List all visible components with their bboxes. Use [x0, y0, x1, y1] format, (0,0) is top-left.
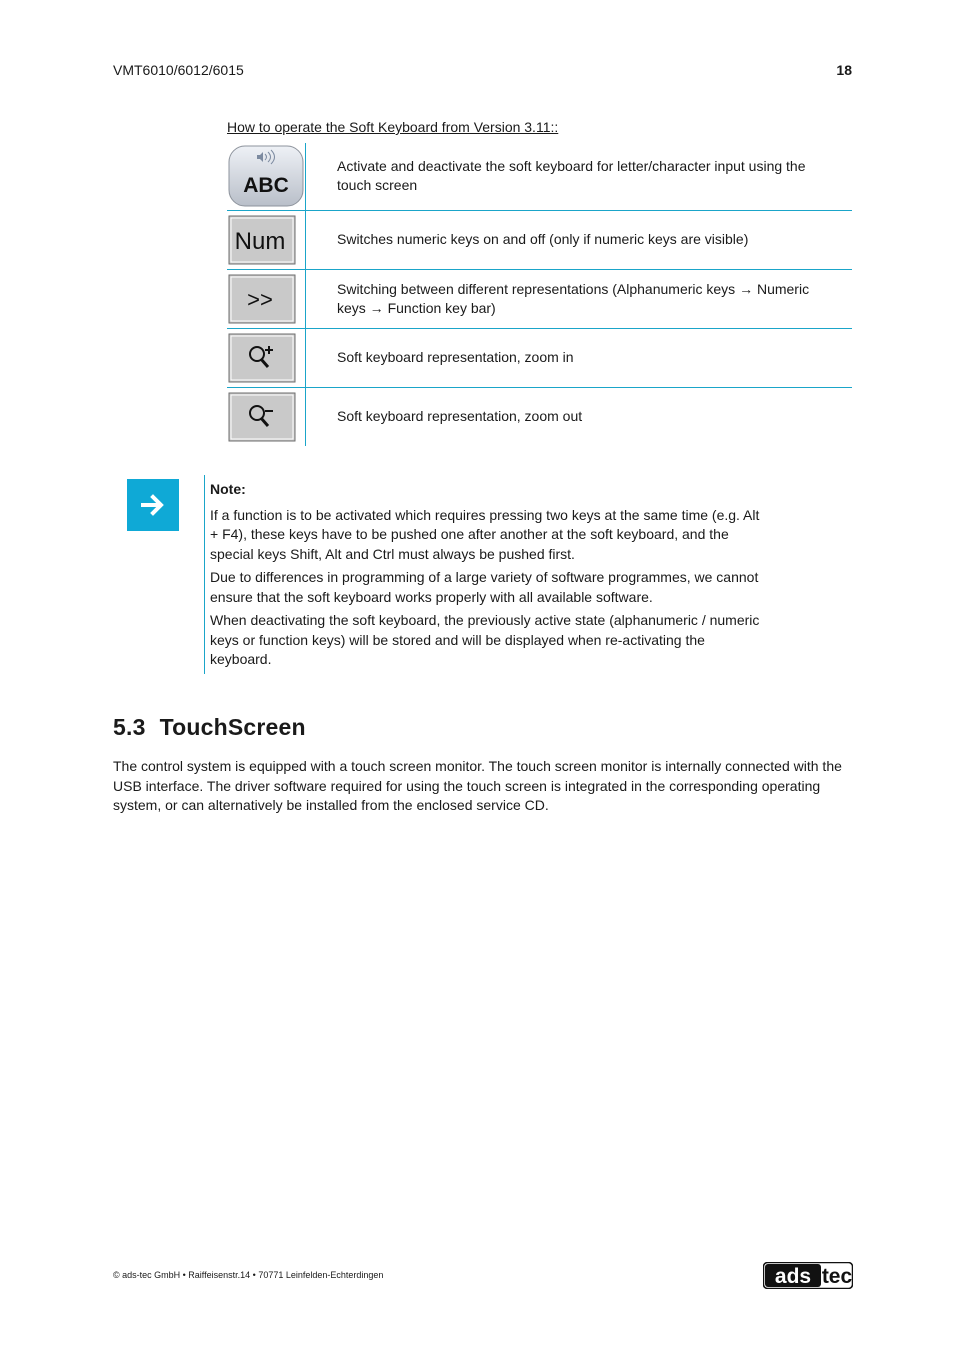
svg-text:ABC: ABC [243, 174, 289, 198]
page-number: 18 [836, 62, 852, 78]
table-row [227, 387, 852, 446]
icon-cell [227, 269, 306, 328]
note-title: Note: [210, 481, 246, 497]
arrow-right-icon [140, 493, 166, 517]
section-number: 5.3 [113, 714, 146, 740]
svg-text:tec: tec [821, 1265, 853, 1288]
table-row [227, 210, 852, 269]
soft-keyboard-table [227, 143, 852, 446]
table-row [227, 269, 852, 328]
ads-tec-logo [763, 1262, 853, 1294]
note-paragraph: When deactivating the soft keyboard, the previously active state (alphanumeric / numeric keys or function keys) will be stored and will be displayed when re-activating the keyboard. [210, 612, 760, 667]
table-row [227, 328, 852, 387]
note-divider [204, 475, 205, 674]
note-paragraph: If a function is to be activated which requires pressing two keys at the same time (e.g. Alt + F4), these keys have to be pushed one after another at the soft keyboard, and the special keys Shift, Alt and Ctrl must always be pushed first. [210, 506, 760, 562]
zoom-out-key-description: Soft keyboard representation, zoom out [337, 408, 583, 425]
section-heading [113, 714, 306, 741]
abc-key-icon [228, 145, 304, 207]
switch-representation-key-icon [228, 274, 296, 324]
section-body: The control system is equipped with a touch screen monitor. The touch screen monitor is internally connected with the USB interface. The driver software required for using the touch screen is integrated in the corresponding operating system, or can alternatively be installed from the enclosed service CD. [113, 758, 842, 813]
section-title: TouchScreen [159, 714, 306, 740]
svg-text:ads: ads [774, 1265, 812, 1288]
svg-text:>>: >> [247, 286, 273, 312]
note-arrow-box [127, 479, 179, 531]
icon-cell [227, 210, 306, 269]
icon-cell [227, 387, 306, 446]
document-id: VMT6010/6012/6015 [113, 62, 244, 78]
icon-cell [227, 143, 306, 210]
abc-key-description: Activate and deactivate the soft keyboard for letter/character input using the touch screen [337, 158, 806, 194]
svg-text:Num: Num [234, 227, 286, 255]
table-row [227, 143, 852, 210]
soft-keyboard-heading: How to operate the Soft Keyboard from Version 3.11:: [227, 119, 559, 135]
num-key-description: Switches numeric keys on and off (only if numeric keys are visible) [337, 231, 749, 247]
switch-key-description: Switching between different representations (Alphanumeric keys → Numeric keys → Function key bar) [337, 280, 810, 316]
ads-tec-logo-graphic [763, 1262, 853, 1289]
icon-cell [227, 328, 306, 387]
zoom-in-key-description: Soft keyboard representation, zoom in [337, 349, 574, 365]
zoom-out-key-icon [228, 392, 296, 442]
note-block [210, 480, 770, 674]
zoom-in-key-icon [228, 333, 296, 383]
note-paragraph: Due to differences in programming of a large variety of software programmes, we cannot ensure that the soft keyboard works properly with all available software. [210, 569, 759, 605]
num-key-icon [228, 215, 296, 265]
footer-text: © ads-tec GmbH • Raiffeisenstr.14 • 70771 Leinfelden-Echterdingen [113, 1270, 384, 1280]
